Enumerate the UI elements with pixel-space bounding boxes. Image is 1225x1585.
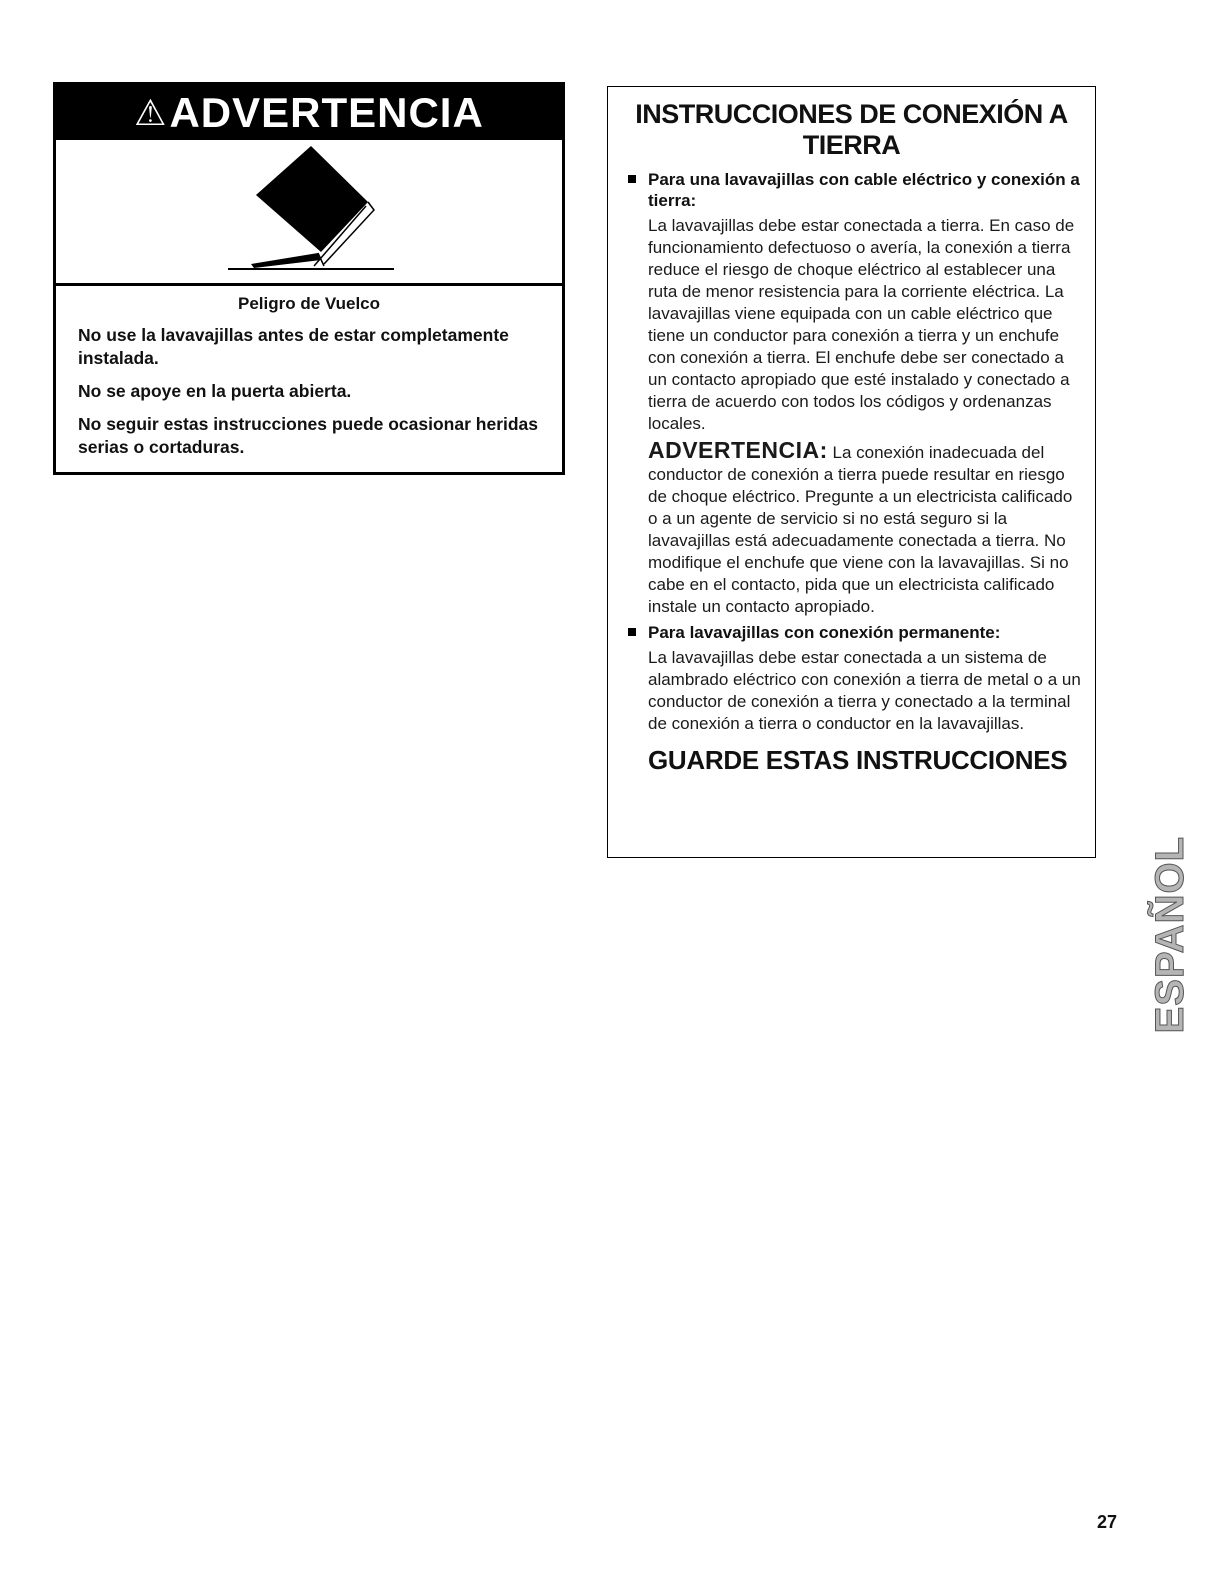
grounding-title: INSTRUCCIONES DE CONEXIÓN A TIERRA: [635, 99, 1068, 160]
section-heading-text: Para lavavajillas con conexión permanente:: [648, 623, 1001, 642]
side-tab-label: ESPAÑOL: [1147, 835, 1192, 1034]
tip-over-hazard-icon: [56, 140, 562, 286]
warning-line: No se apoye en la puerta abierta.: [78, 381, 352, 401]
warning-body: [56, 286, 562, 459]
alert-icon: ⚠: [134, 91, 168, 133]
warning-header: [56, 85, 562, 140]
section-heading-text: Para una lavavajillas con cable eléctrico y conexión a tierra:: [648, 170, 1080, 210]
advertencia-paragraph: [648, 439, 1081, 618]
grounding-instructions-box: [607, 86, 1096, 858]
section-text: La lavavajillas debe estar conectada a un sistema de alambrado eléctrico con conexión a tierra de metal o a un conductor de conexión a tierra y conectado a la terminal de conexión a tierra o conductor en la lavavajillas.: [648, 648, 1081, 733]
warning-subtitle: Peligro de Vuelco: [237, 294, 381, 313]
page-number: 27: [1097, 1512, 1118, 1532]
warning-title: ADVERTENCIA: [169, 88, 484, 136]
warning-line: No use la lavavajillas antes de estar completamente instalada.: [78, 325, 509, 368]
save-instructions-footer: GUARDE ESTAS INSTRUCCIONES: [648, 745, 1068, 775]
section-heading: [608, 622, 1081, 643]
warning-box: [53, 82, 565, 475]
bullet-icon: [628, 628, 636, 636]
advertencia-label: ADVERTENCIA:: [648, 437, 828, 463]
section-heading: [608, 169, 1081, 211]
advertencia-text: La conexión inadecuada del conductor de conexión a tierra puede resultar en riesgo de choque eléctrico. Pregunte a un electricista calificado o a un agente de servicio si no está seguro si la lavavajillas está adecuadamente conectada a tierra. No modifique el enchufe que viene con la lavavajillas. Si no cabe en el contacto, pida que un electricista calificado instale un contacto apropiado.: [648, 443, 1073, 616]
bullet-icon: [628, 175, 636, 183]
language-side-tab: [1147, 812, 1192, 1057]
warning-line: No seguir estas instrucciones puede ocasionar heridas serias o cortaduras.: [78, 414, 539, 457]
section-text: La lavavajillas debe estar conectada a tierra. En caso de funcionamiento defectuoso o avería, la conexión a tierra reduce el riesgo de choque eléctrico al establecer una ruta de menor resistencia para la corriente eléctrica. La lavavajillas viene equipada con un cable eléctrico que tiene un conductor para conexión a tierra y un enchufe con conexión a tierra. El enchufe debe ser conectado a un contacto apropiado que esté instalado y conectado a tierra de acuerdo con todos los códigos y ordenanzas locales.: [648, 216, 1075, 433]
